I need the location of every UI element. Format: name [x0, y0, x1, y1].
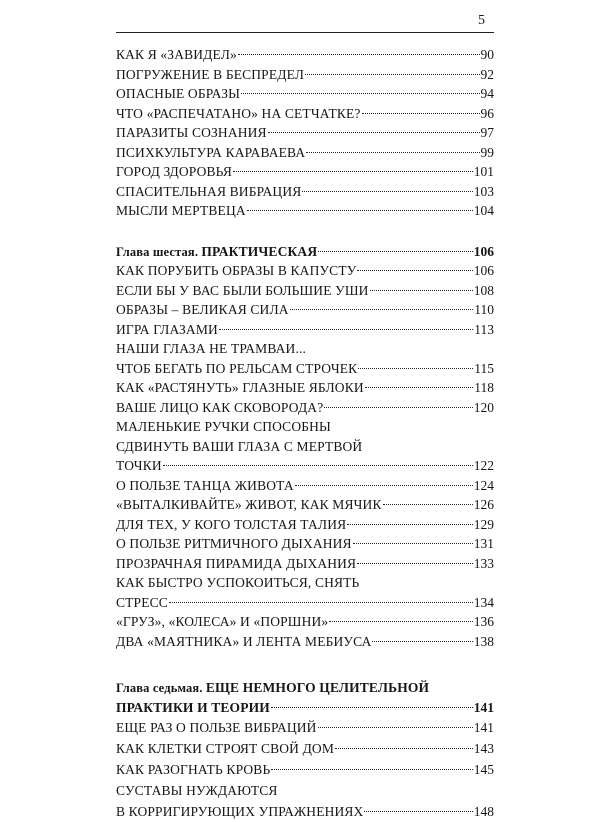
- dot-leader: [238, 54, 480, 55]
- toc-entry-page: 129: [473, 516, 494, 532]
- dot-leader: [357, 270, 472, 271]
- header-rule: [116, 32, 494, 33]
- toc-entry: [116, 104, 494, 124]
- dot-leader: [318, 251, 473, 252]
- toc-entry: [116, 84, 494, 104]
- toc-entry-title: КАК КЛЕТКИ СТРОЯТ СВОЙ ДОМ: [116, 741, 334, 756]
- toc-entry-page: 122: [473, 458, 494, 473]
- toc-entry-page: 103: [473, 183, 494, 199]
- toc-entry-title: ИГРА ГЛАЗАМИ: [116, 321, 218, 337]
- dot-leader: [364, 811, 472, 812]
- toc-entry: [116, 281, 494, 301]
- toc-entry: [116, 162, 494, 182]
- toc-entry: [116, 201, 494, 221]
- dot-leader: [163, 465, 473, 466]
- chapter6-page: 106: [473, 243, 494, 259]
- toc-entry-page: 101: [473, 164, 494, 179]
- toc-entry-page: 94: [480, 86, 494, 101]
- dot-leader: [219, 329, 473, 330]
- toc-entry-title: ПСИХКУЛЬТУРА КАРАВАЕВА: [116, 144, 306, 160]
- toc-entry-title: «ВЫТАЛКИВАЙТЕ» ЖИВОТ, КАК МЯЧИК: [116, 497, 382, 512]
- dot-leader: [358, 368, 473, 369]
- dot-leader: [271, 769, 472, 770]
- toc-entry-title: КАК БЫСТРО УСПОКОИТЬСЯ, СНЯТЬ: [116, 575, 360, 590]
- toc-entry-page: 148: [473, 804, 494, 819]
- toc-entry: [116, 801, 494, 822]
- toc-entry-title: ОПАСНЫЕ ОБРАЗЫ: [116, 86, 241, 101]
- toc-entry: [116, 182, 494, 202]
- toc-entry: [116, 573, 494, 593]
- chapter6-entries: [116, 261, 494, 651]
- toc-entry-title: ДВА «МАЯТНИКА» И ЛЕНТА МЕБИУСА: [116, 633, 372, 649]
- toc-entry-page: 131: [473, 536, 494, 551]
- toc-entry: [116, 780, 494, 801]
- toc-entry-page: 108: [473, 282, 494, 298]
- toc-entry-title: СДВИНУТЬ ВАШИ ГЛАЗА С МЕРТВОЙ: [116, 438, 363, 454]
- dot-leader: [268, 132, 480, 133]
- toc-entry-page: 134: [473, 594, 494, 610]
- dot-leader: [383, 504, 473, 505]
- dot-leader: [362, 113, 480, 114]
- dot-leader: [372, 641, 472, 642]
- toc-entry-title: НАШИ ГЛАЗА НЕ ТРАМВАИ...: [116, 341, 307, 356]
- toc-entry: [116, 717, 494, 738]
- toc-entry: [116, 398, 494, 418]
- dot-leader: [305, 74, 479, 75]
- toc-entry: [116, 476, 494, 496]
- dot-leader: [335, 748, 473, 749]
- dot-leader: [365, 387, 473, 388]
- toc-entry-title: МЫСЛИ МЕРТВЕЦА: [116, 203, 246, 218]
- toc-entry: [116, 738, 494, 759]
- toc-entry: [116, 534, 494, 554]
- dot-leader: [290, 309, 474, 310]
- toc-entry: [116, 632, 494, 652]
- toc-entry-page: 138: [473, 633, 494, 649]
- toc-entry-title: ОБРАЗЫ – ВЕЛИКАЯ СИЛА: [116, 302, 289, 317]
- dot-leader: [329, 621, 472, 622]
- dot-leader: [370, 290, 473, 291]
- toc-entry: [116, 759, 494, 780]
- toc-entry-page: 126: [473, 497, 494, 512]
- toc-entry-title: «ГРУЗ», «КОЛЕСА» И «ПОРШНИ»: [116, 614, 329, 629]
- toc-entry: [116, 495, 494, 515]
- dot-leader: [318, 727, 473, 728]
- toc-entry-title: ПОГРУЖЕНИЕ В БЕСПРЕДЕЛ: [116, 66, 305, 82]
- toc-entry-page: 96: [480, 105, 494, 121]
- table-of-contents: [116, 45, 494, 822]
- toc-entry: [116, 143, 494, 163]
- chapter7-entries: [116, 717, 494, 822]
- toc-entry: [116, 65, 494, 85]
- dot-leader: [302, 191, 472, 192]
- toc-entry: [116, 612, 494, 632]
- toc-entry: [116, 456, 494, 476]
- toc-entry-page: 145: [473, 762, 494, 777]
- toc-entry-title: ТОЧКИ: [116, 458, 162, 473]
- toc-entry: [116, 261, 494, 281]
- toc-entry: [116, 378, 494, 398]
- toc-entry-page: 110: [474, 302, 494, 317]
- toc-entry-title: ЧТОБ БЕГАТЬ ПО РЕЛЬСАМ СТРОЧЕК: [116, 360, 358, 376]
- dot-leader: [306, 152, 479, 153]
- toc-entry: [116, 359, 494, 379]
- dot-leader: [357, 563, 473, 564]
- toc-entry-page: 92: [480, 66, 494, 82]
- toc-entry-page: 106: [473, 263, 494, 278]
- toc-entry-title: ГОРОД ЗДОРОВЬЯ: [116, 164, 233, 179]
- chapter7-title-line2: ПРАКТИКИ И ТЕОРИИ: [116, 699, 270, 715]
- toc-entry: [116, 320, 494, 340]
- toc-entry-page: 136: [473, 614, 494, 629]
- toc-entry-title: СТРЕСС: [116, 594, 168, 610]
- dot-leader: [324, 407, 472, 408]
- dot-leader: [169, 602, 473, 603]
- toc-entry-title: ПРОЗРАЧНАЯ ПИРАМИДА ДЫХАНИЯ: [116, 555, 357, 571]
- toc-entry-title: О ПОЛЬЗЕ ТАНЦА ЖИВОТА: [116, 477, 294, 493]
- chapter7-heading: [116, 678, 494, 698]
- toc-entry-page: 120: [473, 399, 494, 415]
- toc-entry-title: ЕСЛИ БЫ У ВАС БЫЛИ БОЛЬШИЕ УШИ: [116, 282, 369, 298]
- dot-leader: [353, 543, 473, 544]
- dot-leader: [347, 524, 472, 525]
- toc-entry: [116, 123, 494, 143]
- toc-entry-title: ДЛЯ ТЕХ, У КОГО ТОЛСТАЯ ТАЛИЯ: [116, 516, 347, 532]
- toc-entry-title: В КОРРИГИРУЮЩИХ УПРАЖНЕНИЯХ: [116, 804, 364, 819]
- toc-entry: [116, 437, 494, 457]
- chapter6-label: Глава шестая.: [116, 244, 199, 259]
- page-number: 5: [478, 13, 485, 28]
- toc-entry-page: 113: [474, 321, 494, 337]
- toc-entry: [116, 417, 494, 437]
- toc-entry: [116, 554, 494, 574]
- dot-leader: [241, 93, 479, 94]
- toc-entry: [116, 593, 494, 613]
- dot-leader: [295, 485, 473, 486]
- chapter5-entries: [116, 45, 494, 221]
- toc-entry-title: КАК Я «ЗАВИДЕЛ»: [116, 47, 237, 62]
- toc-entry-title: СПАСИТЕЛЬНАЯ ВИБРАЦИЯ: [116, 183, 302, 199]
- toc-entry-page: 115: [474, 360, 494, 376]
- toc-entry-page: 90: [480, 47, 494, 62]
- toc-entry-title: ЧТО «РАСПЕЧАТАНО» НА СЕТЧАТКЕ?: [116, 105, 361, 121]
- toc-entry-page: 118: [474, 380, 494, 395]
- toc-entry-title: ВАШЕ ЛИЦО КАК СКОВОРОДА?: [116, 399, 324, 415]
- toc-entry-page: 143: [473, 741, 494, 756]
- toc-entry: [116, 300, 494, 320]
- toc-entry-page: 133: [473, 555, 494, 571]
- toc-entry-page: 99: [480, 144, 494, 160]
- toc-entry-title: ПАРАЗИТЫ СОЗНАНИЯ: [116, 125, 267, 140]
- toc-entry-title: КАК «РАСТЯНУТЬ» ГЛАЗНЫЕ ЯБЛОКИ: [116, 380, 364, 395]
- toc-entry-page: 141: [473, 720, 494, 735]
- toc-entry-page: 104: [473, 203, 494, 218]
- toc-entry: [116, 339, 494, 359]
- dot-leader: [271, 707, 473, 708]
- dot-leader: [233, 171, 473, 172]
- toc-entry-title: О ПОЛЬЗЕ РИТМИЧНОГО ДЫХАНИЯ: [116, 536, 352, 551]
- toc-entry-page: 124: [473, 477, 494, 493]
- toc-entry-title: МАЛЕНЬКИЕ РУЧКИ СПОСОБНЫ: [116, 419, 331, 434]
- chapter7-title-line1: ЕЩЕ НЕМНОГО ЦЕЛИТЕЛЬНОЙ: [205, 680, 430, 695]
- dot-leader: [247, 210, 473, 211]
- toc-entry-title: КАК ПОРУБИТЬ ОБРАЗЫ В КАПУСТУ: [116, 263, 357, 278]
- toc-entry-title: КАК РАЗОГНАТЬ КРОВЬ: [116, 762, 271, 777]
- chapter7-page: 141: [473, 699, 494, 715]
- chapter6-heading: [116, 242, 494, 262]
- toc-entry-title: ЕЩЕ РАЗ О ПОЛЬЗЕ ВИБРАЦИЙ: [116, 720, 317, 735]
- toc-entry: [116, 515, 494, 535]
- toc-entry-title: СУСТАВЫ НУЖДАЮТСЯ: [116, 783, 278, 798]
- chapter6-title: ПРАКТИЧЕСКАЯ: [201, 243, 318, 259]
- toc-entry: [116, 45, 494, 65]
- toc-entry-page: 97: [480, 125, 494, 140]
- chapter7-label: Глава седьмая.: [116, 681, 203, 695]
- chapter7-heading-cont: [116, 698, 494, 718]
